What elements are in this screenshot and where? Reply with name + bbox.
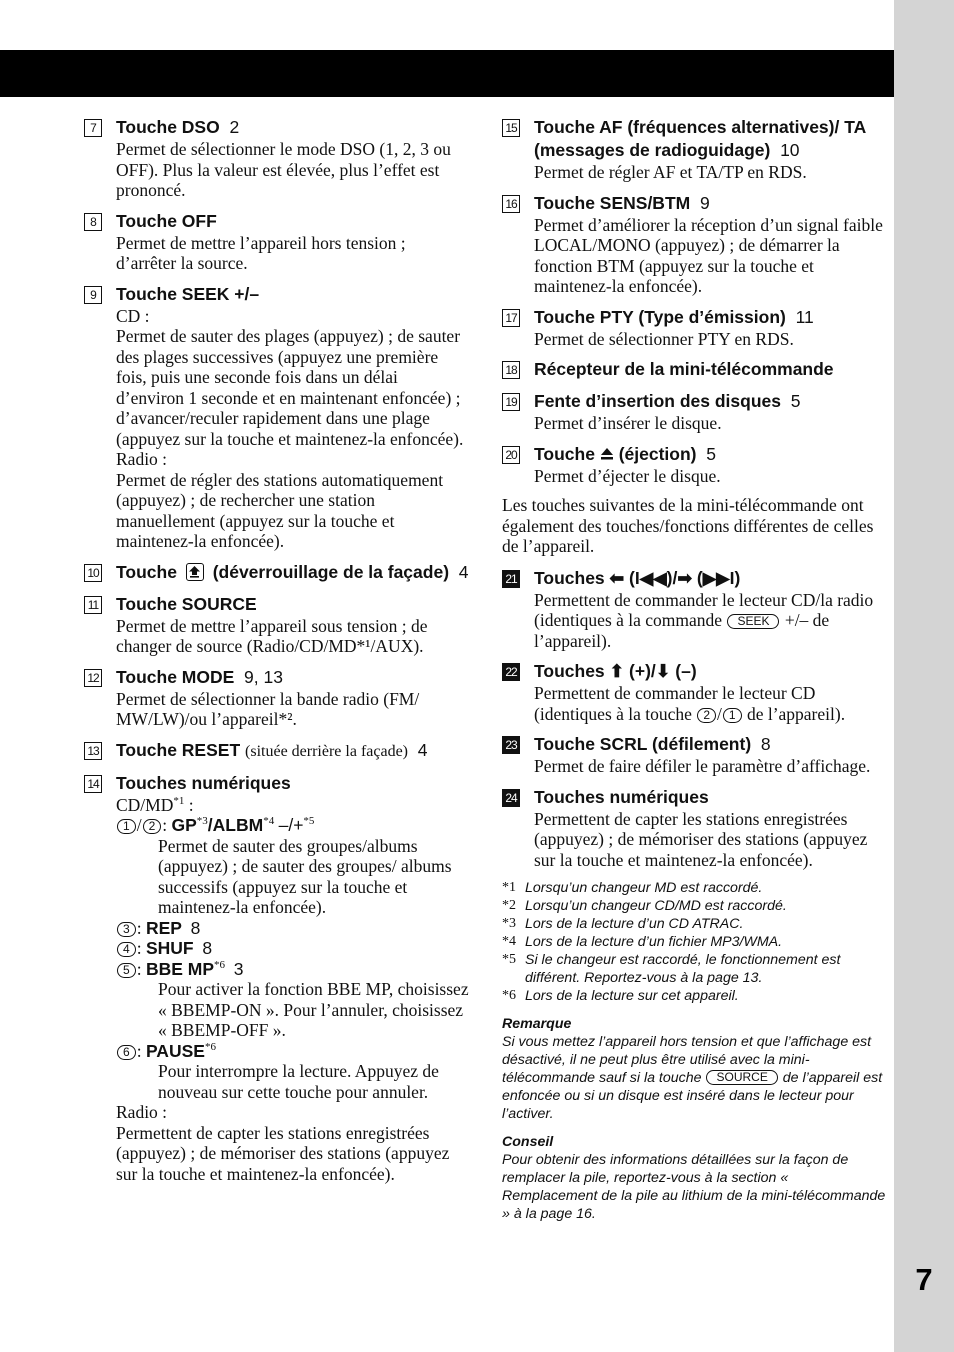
gp-label: GP xyxy=(171,815,197,835)
page-ref: 3 xyxy=(233,958,244,979)
key-2: 2 xyxy=(143,819,162,834)
item-number: 11 xyxy=(84,596,102,614)
item-description: Permettent de commander le lecteur CD (identiques à la touche xyxy=(534,683,816,724)
item-description: Permet de mettre l’appareil sous tension ; de changer de source (Radio/CD/MD*¹/AUX). xyxy=(116,615,428,656)
footnote-mark: *4 xyxy=(502,934,516,949)
key-1: 1 xyxy=(117,819,136,834)
item-14: 14 Touches numériques CD/MD$^{*1}$ : 1 / 2 : GP$^{*3}$/ALBM$^{*4}$ –/+$^{*5}$ Permet de sauter des groupes/albums (appuyez) ; de sauter des groupes/ albums successifs (appuyez sur la touche et maintenez-la enfoncée). 3 : REP 8 4 : SHUF 8 5 : BBE MP$^{*6}$ 3 Pour activer la fonction BBE MP, choisissez « BBEMP-ON ». Pour l’annuler, choisissez « BBEMP-OFF ». 6 : PAUSE$^{*6}$ Pour interrompre la lecture. Appuyez de nouveau sur cette touche pour annuler. Radio : Permettent de capter les stations enregistrées (appuyez) ; de mémoriser des stations (appuyez sur la touche et maintenez-la enfoncée). xyxy=(84,772,469,1185)
remark-text-rest: de l’appareil est enfoncée ou si un disque est inséré dans le lecteur pour l’activer. xyxy=(502,1070,883,1122)
page-ref: 4 xyxy=(458,561,469,582)
item-number: 19 xyxy=(502,393,520,411)
footnote-text: Lors de la lecture sur cet appareil. xyxy=(525,988,739,1004)
footnote-mark: *6 xyxy=(502,988,516,1003)
footnotes xyxy=(502,879,887,1005)
item-7 xyxy=(84,116,469,201)
footnote-text: Si le changeur est raccordé, le fonctionnement est différent. Reportez-vous à la page 13. xyxy=(525,952,841,986)
left-column xyxy=(84,116,469,1193)
cdmd-colon: : xyxy=(184,794,194,815)
cd-label: CD : xyxy=(116,305,150,326)
page-ref: 8 xyxy=(202,938,213,958)
footnote-ref: *6 xyxy=(214,958,225,971)
key-6: 6 xyxy=(117,1045,136,1060)
item-description: Permet d’éjecter le disque. xyxy=(534,465,721,486)
item-title: Fente d’insertion des disques xyxy=(534,391,781,411)
footnote-text: Lorsqu’un changeur MD est raccordé. xyxy=(525,880,763,896)
radio-label: Radio : xyxy=(116,1102,168,1122)
item-number: 10 xyxy=(84,564,102,582)
footnote xyxy=(502,933,887,951)
radio-description: Permettent de capter les stations enregistrées (appuyez) ; de mémoriser des stations (appuyez sur la touche et maintenez-la enfoncée). xyxy=(116,1122,450,1184)
item-11 xyxy=(84,593,469,657)
item-title: Touches ⬅ (I◀◀)/➡ (▶▶I) xyxy=(534,567,741,588)
item-description: Permettent de capter les stations enregistrées (appuyez) ; de mémoriser des stations (appuyez sur la touche et maintenez-la enfoncée). xyxy=(534,808,868,870)
item-description: Permet de sélectionner la bande radio (FM/ MW/LW)/ou l’appareil*². xyxy=(116,688,420,729)
radio-label: Radio : xyxy=(116,449,168,469)
remark-title: Remarque xyxy=(502,1016,572,1032)
item-number: 23 xyxy=(502,736,520,754)
item-description-rest: +/– de l’appareil). xyxy=(534,610,830,651)
item-number: 13 xyxy=(84,742,102,760)
item-22: 22 Touches ⬆ (+)/⬇ (–) Permettent de commander le lecteur CD (identiques à la touche 2 / 1 de l’appareil). xyxy=(502,660,887,724)
item-title: Touche SCRL (défilement) xyxy=(534,734,752,754)
page-number: 7 xyxy=(915,1262,933,1297)
footnote-ref: *1 xyxy=(173,794,185,807)
item-number: 14 xyxy=(84,775,102,793)
item-number: 24 xyxy=(502,789,520,807)
remark-text: Si vous mettez l’appareil hors tension et que l’affichage est désactivé, il ne peut plus être utilisé avec la mini-télécommande sauf si la touche xyxy=(502,1034,872,1086)
item-number: 15 xyxy=(502,119,520,137)
page-ref: 2 xyxy=(229,117,240,137)
item-description: Permet d’améliorer la réception d’un signal faible LOCAL/MONO (appuyez) ; de démarrer la fonction BTM (appuyez sur la touche et maintenez-la enfoncée). xyxy=(534,214,883,296)
bbe-description: Pour activer la fonction BBE MP, choisissez « BBEMP-ON ». Pour l’annuler, choisissez « BBEMP-OFF ». xyxy=(158,979,469,1040)
key-5: 5 xyxy=(117,963,136,978)
header-bar xyxy=(0,50,894,97)
page-ref: 5 xyxy=(790,391,801,411)
footnote-mark: *3 xyxy=(502,916,516,931)
key-3: 3 xyxy=(117,922,136,937)
item-description: Permet de sélectionner le mode DSO (1, 2, 3 ou OFF). Plus la valeur est élevée, plus l’effet est prononcé. xyxy=(116,139,451,200)
key-4: 4 xyxy=(117,942,136,957)
item-description: Permettent de commander le lecteur CD/la radio (identiques à la commande xyxy=(534,589,874,630)
item-title: Touche DSO xyxy=(116,117,220,137)
item-16 xyxy=(502,192,887,297)
tip-title: Conseil xyxy=(502,1134,554,1150)
footnote-text: Lors de la lecture d’un fichier MP3/WMA. xyxy=(525,934,783,950)
page-ref: 9, 13 xyxy=(244,666,283,687)
item-title-rest: (éjection) xyxy=(618,443,697,464)
cd-description: Permet de sauter des plages (appuyez) ; de sauter des plages successives (appuyez une première fois, puis une seconde fois dans un délai d’environ 1 seconde et en maintenant enfoncée) ; d’avancer/reculer rapidement dans une plage (appuyez sur la touche et maintenez-la enfoncée). xyxy=(116,326,464,449)
albm-label: ALBM xyxy=(212,815,264,835)
item-number: 8 xyxy=(84,213,102,231)
item-description-rest: de l’appareil). xyxy=(746,703,846,724)
footnote xyxy=(502,897,887,915)
item-title: Touche PTY (Type d’émission) xyxy=(534,306,786,327)
item-8 xyxy=(84,210,469,274)
cdmd-label: CD/MD xyxy=(116,794,174,815)
radio-description: Permet de régler des stations automatiquement (appuyez) ; de rechercher une station manuellement (appuyez sur la touche et maintenez-la enfoncée). xyxy=(116,469,444,551)
item-note: (située derrière la façade) xyxy=(245,742,409,760)
item-description: Permet d’insérer le disque. xyxy=(534,413,722,433)
page-ref: 11 xyxy=(795,306,814,327)
page-ref: 5 xyxy=(706,443,716,464)
item-title-rest: (déverrouillage de la façade) xyxy=(212,561,450,582)
item-number: 18 xyxy=(502,361,520,379)
item-number: 9 xyxy=(84,286,102,304)
item-20 xyxy=(502,443,887,487)
item-title: Touche SENS/BTM xyxy=(534,192,691,213)
page-ref: 10 xyxy=(780,140,800,160)
footnote xyxy=(502,951,887,987)
item-title: Touche OFF xyxy=(116,210,217,231)
bbe-label: BBE MP xyxy=(145,958,214,979)
footnote-ref: *3 xyxy=(196,815,208,828)
rep-label: REP xyxy=(145,917,182,938)
item-number: 17 xyxy=(502,309,520,327)
item-number: 12 xyxy=(84,669,102,687)
footnote xyxy=(502,879,887,897)
item-number: 7 xyxy=(84,119,102,137)
item-description: Permet de sélectionner PTY en RDS. xyxy=(534,328,794,349)
source-key: SOURCE xyxy=(706,1070,777,1085)
item-10 xyxy=(84,561,469,584)
item-9 xyxy=(84,283,469,552)
footnote-ref: *6 xyxy=(204,1040,216,1053)
remark-body xyxy=(502,1033,887,1123)
item-13 xyxy=(84,739,469,763)
item-12 xyxy=(84,666,469,730)
tip-body: Pour obtenir des informations détaillées sur la façon de remplacer la pile, reportez-vous à la section « Remplacement de la pile au lithium de la mini-télécommande » à la page 16. xyxy=(502,1152,886,1222)
item-15 xyxy=(502,116,887,183)
footnote-text: Lorsqu’un changeur CD/MD est raccordé. xyxy=(525,898,787,914)
page-ref: 9 xyxy=(699,192,710,213)
item-19 xyxy=(502,390,887,434)
footnote-mark: *5 xyxy=(502,952,516,967)
item-title: Touche MODE xyxy=(116,666,235,687)
item-number: 20 xyxy=(502,446,520,464)
footnote-ref: *5 xyxy=(303,815,315,828)
page-ref: 4 xyxy=(417,739,428,760)
pause-description: Pour interrompre la lecture. Appuyez de nouveau sur cette touche pour annuler. xyxy=(158,1061,439,1102)
item-title: Récepteur de la mini-télécommande xyxy=(534,359,834,379)
footnote-text: Lors de la lecture d’un CD ATRAC. xyxy=(525,916,744,932)
gp-description: Permet de sauter des groupes/albums (appuyez) ; de sauter des groupes/ albums successifs (appuyez sur la touche et maintenez-la enfoncée). xyxy=(158,835,452,917)
right-column xyxy=(502,116,887,1223)
pause-label: PAUSE xyxy=(145,1040,205,1061)
seek-key: SEEK xyxy=(727,614,779,629)
item-title: Touche xyxy=(116,561,177,582)
item-number: 16 xyxy=(502,195,520,213)
footnote xyxy=(502,987,887,1005)
item-title: Touche SOURCE xyxy=(116,593,257,614)
item-24 xyxy=(502,786,887,871)
key-1: 1 xyxy=(723,708,742,723)
footnote-mark: *1 xyxy=(502,880,516,895)
footnote-mark: *2 xyxy=(502,898,516,913)
release-icon xyxy=(186,563,204,581)
page-ref: 8 xyxy=(760,734,771,754)
item-23 xyxy=(502,733,887,777)
item-title: Touche xyxy=(534,443,595,464)
item-title: Touche AF (fréquences alternatives)/ TA (messages de radioguidage) xyxy=(534,117,866,160)
item-title: Touches numériques xyxy=(534,786,709,807)
item-title: Touches numériques xyxy=(116,772,291,793)
footnote-ref: *4 xyxy=(263,815,275,828)
item-number: 21 xyxy=(502,570,520,588)
shuf-label: SHUF xyxy=(145,938,194,958)
item-17 xyxy=(502,306,887,350)
key-2: 2 xyxy=(697,708,716,723)
page-edge-tab xyxy=(894,0,954,1352)
item-18 xyxy=(502,358,887,381)
item-number: 22 xyxy=(502,663,520,681)
plus-minus-label: –/+ xyxy=(278,815,304,835)
page-ref: 8 xyxy=(190,917,201,938)
item-description: Permet de régler AF et TA/TP en RDS. xyxy=(534,162,807,182)
item-title: Touche SEEK +/– xyxy=(116,283,260,304)
eject-icon xyxy=(600,447,614,461)
item-title: Touche RESET xyxy=(116,739,241,760)
item-description: Permet de mettre l’appareil hors tension ; d’arrêter la source. xyxy=(116,232,406,273)
item-title: Touches ⬆ (+)/⬇ (–) xyxy=(534,661,697,681)
footnote xyxy=(502,915,887,933)
item-21 xyxy=(502,567,887,652)
item-description: Permet de faire défiler le paramètre d’affichage. xyxy=(534,756,871,776)
intro-paragraph: Les touches suivantes de la mini-télécommande ont également des touches/fonctions différentes de celles de l’appareil. xyxy=(502,495,874,556)
